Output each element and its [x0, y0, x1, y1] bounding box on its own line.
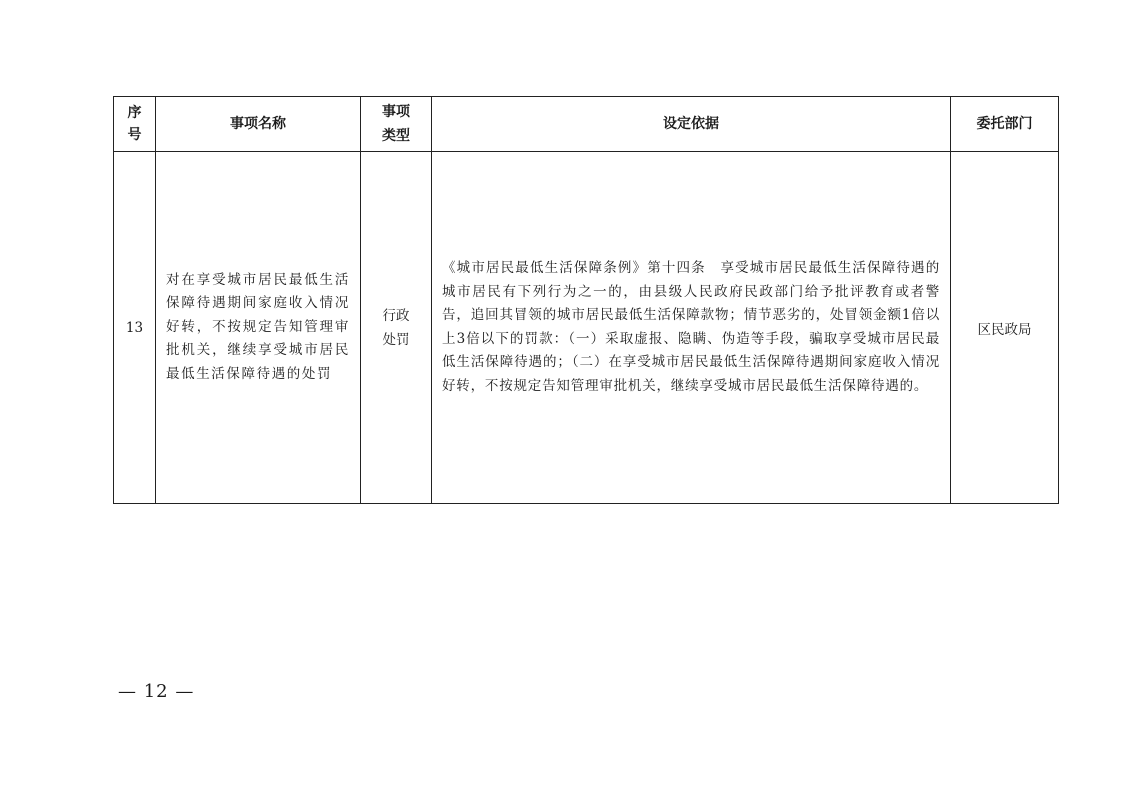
- header-type: 事项类型: [361, 97, 432, 152]
- row-entrusted-dept: 区民政局: [951, 152, 1059, 504]
- page-number: — 12 —: [118, 681, 195, 702]
- table-row: [114, 152, 1059, 504]
- header-basis: 设定依据: [432, 97, 951, 152]
- row-item-type: 行政处罚: [361, 152, 432, 504]
- header-index: 序号: [114, 97, 156, 152]
- table-header-row: [114, 97, 1059, 152]
- authority-table: [113, 96, 1059, 504]
- row-item-name: 对在享受城市居民最低生活保障待遇期间家庭收入情况好转，不按规定告知管理审批机关，继续享受城市居民最低生活保障待遇的处罚: [156, 152, 361, 504]
- header-name: 事项名称: [156, 97, 361, 152]
- header-dept: 委托部门: [951, 97, 1059, 152]
- row-legal-basis: 《城市居民最低生活保障条例》第十四条 享受城市居民最低生活保障待遇的城市居民有下列行为之一的，由县级人民政府民政部门给予批评教育或者警告，追回其冒领的城市居民最低生活保障款物；情节恶劣的，处冒领金额1倍以上3倍以下的罚款：（一）采取虚报、隐瞒、伪造等手段，骗取享受城市居民最低生活保障待遇的；（二）在享受城市居民最低生活保障待遇期间家庭收入情况好转，不按规定告知管理审批机关，继续享受城市居民最低生活保障待遇的。: [432, 152, 951, 504]
- row-index: 13: [114, 152, 156, 504]
